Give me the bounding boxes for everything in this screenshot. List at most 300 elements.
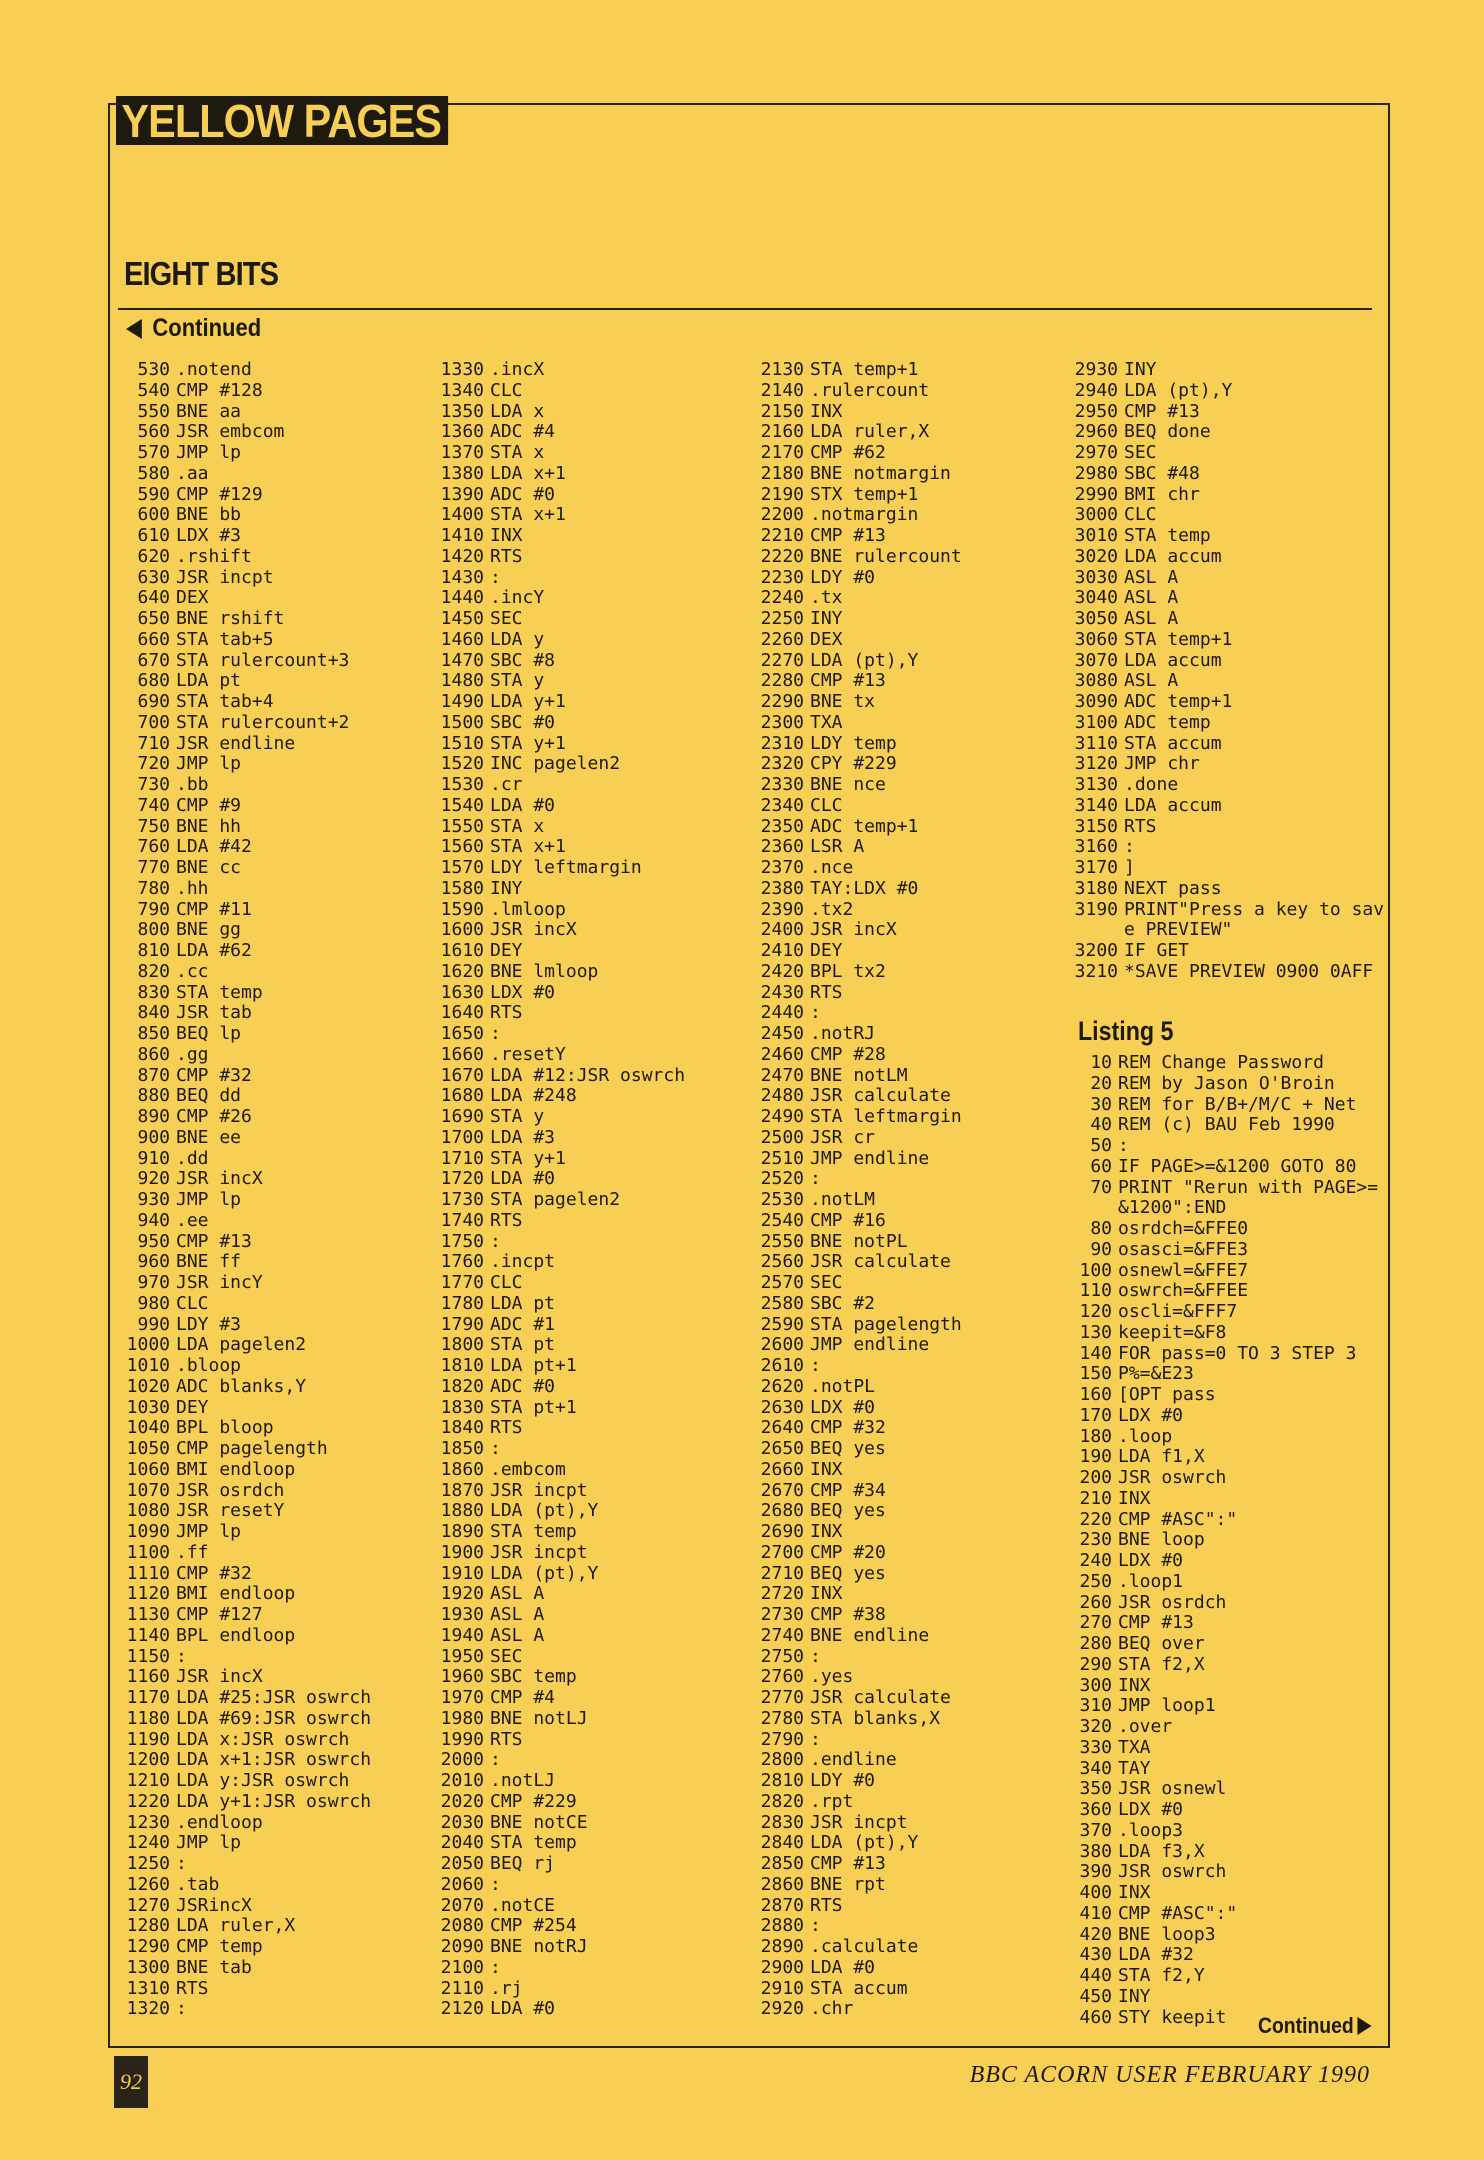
line-code: LDA #62 <box>176 940 252 961</box>
line-number: 2280 <box>760 670 804 692</box>
line-code: STA y <box>490 670 545 692</box>
line-number: 1080 <box>126 1500 170 1522</box>
code-line <box>436 1522 736 1543</box>
line-number: 2620 <box>760 1375 804 1397</box>
line-number: 1320 <box>126 1998 170 2020</box>
line-code: BEQ done <box>1124 421 1211 443</box>
line-number: 150 <box>1079 1363 1112 1385</box>
code-line <box>436 1626 736 1647</box>
code-line <box>436 1086 736 1107</box>
line-code: LDA pt+1 <box>490 1355 577 1376</box>
line-code: : <box>810 1915 821 1937</box>
line-code: STA temp <box>490 1832 577 1854</box>
line-number: 1990 <box>440 1728 484 1750</box>
line-code: : <box>490 1749 501 1771</box>
code-line <box>1064 1572 1364 1593</box>
line-number: 1170 <box>126 1687 170 1708</box>
line-number: 2760 <box>760 1666 804 1688</box>
line-code: ] <box>1124 857 1135 878</box>
line-number: 1710 <box>440 1147 484 1169</box>
code-line <box>756 526 1056 547</box>
line-number: 2890 <box>760 1936 804 1957</box>
code-line <box>436 1066 736 1087</box>
code-line <box>756 1335 1056 1356</box>
line-number: 1390 <box>440 483 484 505</box>
line-code: .loop1 <box>1118 1570 1184 1592</box>
code-line <box>436 1211 736 1232</box>
line-code: .notLJ <box>490 1770 556 1791</box>
line-code: LDA #0 <box>490 794 556 816</box>
line-number: 2190 <box>760 483 804 505</box>
line-code: DEY <box>810 940 843 961</box>
code-line <box>756 1481 1056 1502</box>
line-number: 340 <box>1079 1757 1112 1779</box>
code-line <box>122 962 422 983</box>
code-line <box>756 1128 1056 1149</box>
line-number: 1820 <box>440 1375 484 1397</box>
code-line <box>1070 692 1370 713</box>
line-number: 2410 <box>760 940 804 961</box>
line-code: .tx <box>810 587 843 609</box>
line-code: CLC <box>176 1292 209 1314</box>
line-number: 1210 <box>126 1770 170 1791</box>
code-line <box>436 920 736 941</box>
code-line <box>756 1107 1056 1128</box>
line-number: 1630 <box>440 981 484 1003</box>
line-number: 1000 <box>126 1334 170 1356</box>
code-line <box>436 692 736 713</box>
line-code: JSR calculate <box>810 1251 951 1273</box>
code-line <box>122 692 422 713</box>
code-line <box>436 1439 736 1460</box>
line-code: JSR incX <box>490 919 577 941</box>
line-number: 200 <box>1079 1467 1112 1488</box>
code-line <box>436 941 736 962</box>
line-code: LDY #3 <box>176 1313 242 1335</box>
continued-from-previous <box>126 310 261 346</box>
code-line <box>756 1315 1056 1336</box>
code-line <box>122 1003 422 1024</box>
line-number: 2920 <box>760 1998 804 2020</box>
line-code: LDA ruler,X <box>810 421 930 443</box>
code-line <box>122 630 422 651</box>
code-line <box>1064 1925 1364 1946</box>
line-number: 1670 <box>440 1064 484 1086</box>
line-number: 2990 <box>1074 483 1118 505</box>
line-code: CMP #13 <box>810 1853 886 1874</box>
code-line <box>436 1730 736 1751</box>
line-code: TAY <box>1118 1757 1151 1779</box>
line-code: .incY <box>490 587 545 609</box>
line-code: CMP #4 <box>490 1687 556 1708</box>
line-number: 1950 <box>440 1645 484 1667</box>
line-number: 710 <box>137 732 170 754</box>
code-line <box>122 360 422 381</box>
line-number: 2580 <box>760 1292 804 1314</box>
code-line <box>1070 402 1370 423</box>
line-code: BNE rulercount <box>810 545 962 567</box>
line-code: JSR cr <box>810 1126 876 1148</box>
code-line <box>756 1564 1056 1585</box>
line-code: .rpt <box>810 1790 854 1812</box>
listing-column-4 <box>1070 359 1385 983</box>
code-line <box>1064 1655 1364 1676</box>
line-code: JSR incY <box>176 1272 263 1293</box>
line-code: SBC temp <box>490 1666 577 1688</box>
line-code: TXA <box>1118 1736 1151 1758</box>
line-number: 670 <box>137 649 170 671</box>
code-line <box>1064 1176 1379 1199</box>
code-line <box>1064 1530 1364 1551</box>
line-number: 410 <box>1079 1902 1112 1924</box>
line-number: 50 <box>1090 1135 1112 1156</box>
line-code: BNE endline <box>810 1624 930 1646</box>
code-line <box>1064 1219 1364 1240</box>
line-code: .notmargin <box>810 504 919 526</box>
code-line <box>436 962 736 983</box>
line-code: CMP #38 <box>810 1604 886 1625</box>
code-line <box>122 920 422 941</box>
code-line <box>1064 1779 1364 1800</box>
code-line <box>122 983 422 1004</box>
line-number: 2100 <box>440 1956 484 1978</box>
listing-column-2 <box>436 360 736 2020</box>
page-number: 92 <box>114 2056 148 2108</box>
code-line <box>1070 879 1370 900</box>
line-number: 1850 <box>440 1438 484 1459</box>
line-number: 990 <box>137 1313 170 1335</box>
code-line <box>1064 1261 1364 1282</box>
code-line <box>756 1771 1056 1792</box>
line-code: PRINT "Rerun with PAGE>= <box>1118 1176 1379 1198</box>
code-line <box>1070 651 1370 672</box>
code-line <box>756 547 1056 568</box>
line-code: LDA #12:JSR oswrch <box>490 1064 686 1086</box>
line-code: BNE hh <box>176 815 242 837</box>
line-code: SBC #2 <box>810 1292 876 1314</box>
line-number: 1680 <box>440 1085 484 1107</box>
line-number: 2300 <box>760 711 804 733</box>
code-line <box>436 1958 736 1979</box>
line-number: 2600 <box>760 1334 804 1356</box>
line-number: 1880 <box>440 1500 484 1522</box>
line-code: RTS <box>176 1977 209 1999</box>
code-line <box>122 1854 422 1875</box>
code-line <box>1064 1447 1364 1468</box>
line-code: JSR osnewl <box>1118 1778 1227 1800</box>
code-line <box>1064 1364 1364 1385</box>
line-code: : <box>810 1002 821 1024</box>
line-code: IF PAGE>=&1200 GOTO 80 <box>1118 1155 1357 1177</box>
code-line <box>1070 796 1370 817</box>
code-line <box>756 1543 1056 1564</box>
code-line <box>1064 1613 1364 1634</box>
line-code: LDA accum <box>1124 649 1222 671</box>
line-number: 2540 <box>760 1209 804 1231</box>
line-code: : <box>490 1023 501 1044</box>
code-line <box>756 1854 1056 1875</box>
line-code: CMP #16 <box>810 1209 886 1231</box>
line-number: 1350 <box>440 400 484 422</box>
line-code: &1200":END <box>1118 1197 1227 1219</box>
listing-5-code <box>1064 1052 1379 2028</box>
line-code: : <box>176 1853 187 1874</box>
code-line <box>122 651 422 672</box>
code-line <box>122 1460 422 1481</box>
line-number: 2970 <box>1074 442 1118 463</box>
code-line <box>1070 734 1370 755</box>
line-number: 580 <box>137 462 170 484</box>
line-number: 1560 <box>440 836 484 858</box>
line-number: 110 <box>1079 1280 1112 1302</box>
line-code: LDX #0 <box>490 981 556 1003</box>
line-number: 2420 <box>760 960 804 982</box>
code-line <box>436 734 736 755</box>
line-number: 1130 <box>126 1604 170 1625</box>
line-number: 2360 <box>760 836 804 858</box>
continued-label: Continued <box>152 314 262 342</box>
line-number: 1460 <box>440 628 484 650</box>
line-code: ASL A <box>1124 670 1179 692</box>
line-number: 2060 <box>440 1873 484 1895</box>
code-line <box>756 1750 1056 1771</box>
line-number: 2640 <box>760 1417 804 1439</box>
code-line <box>756 1169 1056 1190</box>
line-code: CMP #13 <box>176 1230 252 1252</box>
code-line <box>122 1667 422 1688</box>
code-line <box>756 1875 1056 1896</box>
line-code: STA temp+1 <box>810 359 919 380</box>
line-number: 2950 <box>1074 400 1118 422</box>
line-code: .aa <box>176 462 209 484</box>
line-code: : <box>490 566 501 588</box>
code-line <box>436 1999 736 2020</box>
line-code: STA tab+5 <box>176 628 274 650</box>
code-line <box>756 1460 1056 1481</box>
line-code: JSR incpt <box>490 1479 588 1501</box>
line-number: 1860 <box>440 1458 484 1480</box>
line-number: 1810 <box>440 1355 484 1376</box>
line-number: 390 <box>1079 1861 1112 1883</box>
line-code: BNE tx <box>810 691 876 712</box>
line-number: 2250 <box>760 608 804 629</box>
line-code: CLC <box>1124 504 1157 526</box>
line-number: 3010 <box>1074 525 1118 546</box>
line-code: : <box>490 1438 501 1459</box>
line-code: JSR incX <box>176 1666 263 1688</box>
line-code: STA rulercount+3 <box>176 649 350 671</box>
line-code: ADC #0 <box>490 483 556 505</box>
line-code: LDA #248 <box>490 1085 577 1107</box>
code-line <box>1064 1240 1364 1261</box>
code-line <box>122 1377 422 1398</box>
line-number: 1450 <box>440 608 484 629</box>
line-number: 240 <box>1079 1550 1112 1571</box>
line-code: STA x <box>490 815 545 837</box>
line-number: 1970 <box>440 1687 484 1708</box>
line-number: 3210 <box>1074 960 1118 982</box>
line-code: STA y+1 <box>490 732 566 754</box>
line-code: e PREVIEW" <box>1124 919 1233 941</box>
line-code: BNE loop <box>1118 1529 1205 1551</box>
line-code: .done <box>1124 774 1179 795</box>
line-number: 570 <box>137 442 170 463</box>
line-number: 3030 <box>1074 566 1118 588</box>
line-number: 2850 <box>760 1853 804 1874</box>
line-code: STA y+1 <box>490 1147 566 1169</box>
line-number: 950 <box>137 1230 170 1252</box>
code-line <box>1070 941 1370 962</box>
line-code: INC pagelen2 <box>490 753 621 775</box>
line-code: .ff <box>176 1541 209 1563</box>
line-code: INY <box>490 877 523 899</box>
line-code: ADC temp+1 <box>810 815 919 837</box>
line-number: 1730 <box>440 1189 484 1210</box>
line-code: STA pagelen2 <box>490 1189 621 1210</box>
line-code: .notend <box>176 359 252 380</box>
line-number: 1400 <box>440 504 484 526</box>
line-code: BNE notLJ <box>490 1707 588 1729</box>
line-code: JMP lp <box>176 442 242 463</box>
code-line <box>436 1273 736 1294</box>
code-line <box>122 588 422 609</box>
line-number: 1030 <box>126 1396 170 1418</box>
code-line <box>1070 422 1370 443</box>
code-line <box>436 1833 736 1854</box>
code-line <box>436 1937 736 1958</box>
line-code: ADC temp <box>1124 711 1211 733</box>
code-line <box>1064 1759 1364 1780</box>
line-code: SEC <box>810 1272 843 1293</box>
code-line <box>1070 568 1370 589</box>
line-code: BNE lmloop <box>490 960 599 982</box>
line-number: 2610 <box>760 1355 804 1376</box>
code-line <box>122 1294 422 1315</box>
line-number: 3170 <box>1074 857 1118 878</box>
line-code: REM for B/B+/M/C + Net <box>1118 1093 1357 1115</box>
line-code: ADC temp+1 <box>1124 691 1233 712</box>
line-number: 1430 <box>440 566 484 588</box>
code-line <box>1070 443 1370 464</box>
code-line <box>436 485 736 506</box>
code-line <box>756 1667 1056 1688</box>
line-code: .rj <box>490 1977 523 1999</box>
code-line <box>756 920 1056 941</box>
line-number: 1010 <box>126 1355 170 1376</box>
publication-footer: BBC ACORN USER FEBRUARY 1990 <box>969 2062 1370 2088</box>
line-code: BEQ rj <box>490 1853 556 1874</box>
line-number: 2130 <box>760 359 804 380</box>
line-number: 2670 <box>760 1479 804 1501</box>
line-number: 2430 <box>760 981 804 1003</box>
line-number: 3190 <box>1074 898 1118 920</box>
line-code: JSR oswrch <box>1118 1467 1227 1488</box>
line-code: ADC #0 <box>490 1375 556 1397</box>
line-code: .loop3 <box>1118 1819 1184 1841</box>
code-line <box>122 1481 422 1502</box>
line-number: 1250 <box>126 1853 170 1874</box>
line-number: 1980 <box>440 1707 484 1729</box>
code-line <box>1070 485 1370 506</box>
line-number: 3120 <box>1074 753 1118 775</box>
line-code: INX <box>810 1583 843 1605</box>
line-number: 2010 <box>440 1770 484 1791</box>
code-line <box>756 381 1056 402</box>
line-code: JSR endline <box>176 732 296 754</box>
code-line <box>122 609 422 630</box>
code-line <box>122 1564 422 1585</box>
line-number: 130 <box>1079 1321 1112 1343</box>
line-code: JSR incpt <box>490 1541 588 1563</box>
line-number: 540 <box>137 379 170 401</box>
code-line <box>756 588 1056 609</box>
code-line <box>756 630 1056 651</box>
line-number: 2700 <box>760 1541 804 1563</box>
line-number: 1100 <box>126 1541 170 1563</box>
code-line <box>756 1688 1056 1709</box>
code-line <box>1064 1987 1364 2008</box>
line-number: 610 <box>137 525 170 546</box>
line-number: 260 <box>1079 1591 1112 1613</box>
line-code: BEQ yes <box>810 1438 886 1459</box>
line-code: INX <box>1118 1882 1151 1903</box>
line-code: : <box>1124 836 1135 858</box>
code-line <box>122 1149 422 1170</box>
line-number: 2730 <box>760 1604 804 1625</box>
code-line <box>122 1232 422 1253</box>
code-line <box>436 1854 736 1875</box>
line-number: 2450 <box>760 1023 804 1044</box>
line-code: .tab <box>176 1873 220 1895</box>
line-code: ADC blanks,Y <box>176 1375 307 1397</box>
line-number: 800 <box>137 919 170 941</box>
line-code: LDA #0 <box>490 1168 556 1190</box>
line-code: STA f2,X <box>1118 1653 1205 1675</box>
line-code: .cr <box>490 774 523 795</box>
code-line <box>436 879 736 900</box>
code-line <box>436 609 736 630</box>
line-code: CLC <box>490 1272 523 1293</box>
line-number: 2120 <box>440 1998 484 2020</box>
line-number: 1120 <box>126 1583 170 1605</box>
line-number: 720 <box>137 753 170 775</box>
line-code: CMP #13 <box>810 525 886 546</box>
line-number: 1290 <box>126 1936 170 1957</box>
continued-next <box>1258 2012 1371 2040</box>
code-line <box>436 900 736 921</box>
line-code: TAY:LDX #0 <box>810 877 919 899</box>
line-number: 2690 <box>760 1521 804 1542</box>
code-line <box>756 1999 1056 2020</box>
code-line <box>756 1916 1056 1937</box>
line-code: BEQ dd <box>176 1085 242 1107</box>
code-line <box>122 1916 422 1937</box>
line-code: : <box>176 1998 187 2020</box>
line-code: STA tab+4 <box>176 691 274 712</box>
line-code: TXA <box>810 711 843 733</box>
code-line <box>756 900 1056 921</box>
code-line <box>756 485 1056 506</box>
code-line <box>122 1501 422 1522</box>
line-number: 220 <box>1079 1508 1112 1530</box>
code-line <box>122 443 422 464</box>
line-number: 560 <box>137 421 170 443</box>
code-line <box>756 1149 1056 1170</box>
line-number: 1230 <box>126 1811 170 1833</box>
line-number: 2340 <box>760 794 804 816</box>
line-number: 930 <box>137 1189 170 1210</box>
code-line <box>436 1128 736 1149</box>
